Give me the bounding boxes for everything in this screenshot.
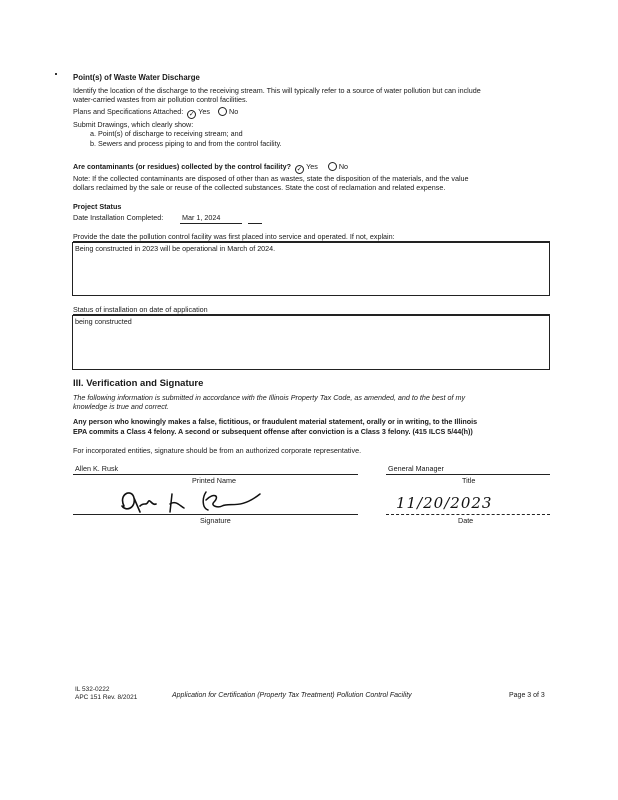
contaminants-yes-radio[interactable]: ✓ xyxy=(296,166,303,173)
printed-name-line xyxy=(73,474,358,475)
form-id-2: APC 151 Rev. 8/2021 xyxy=(75,694,138,701)
contaminants-row xyxy=(73,162,348,174)
verification-italic-line2: knowledge is true and correct. xyxy=(73,402,169,411)
corporate-note: For incorporated entities, signature should be from an authorized corporate representative. xyxy=(73,446,362,455)
title-label: Title xyxy=(462,476,476,485)
form-id-1: IL 532-0222 xyxy=(75,686,110,693)
drawings-label: Submit Drawings, which clearly show: xyxy=(73,120,194,129)
plans-label: Plans and Specifications Attached: xyxy=(73,107,184,116)
contaminants-note-line1: Note: If the collected contaminants are disposed of other than as wastes, state the disposition of the materials, and the value xyxy=(73,174,469,183)
warning-line2: EPA commits a Class 4 felony. A second or subsequent offense after conviction is a Class 3 felony. (415 ILCS 5/44(h)) xyxy=(73,427,473,436)
status-label: Status of installation on date of application xyxy=(73,305,208,314)
verification-italic-line1: The following information is submitted in accordance with the Illinois Property Tax Code, as amended, and to the best of my xyxy=(73,393,466,402)
drawing-item-b: b. Sewers and process piping to and from the control facility. xyxy=(90,139,282,148)
discharge-intro-line2: water-carried wastes from air pollution control facilities. xyxy=(73,95,248,104)
date-completed-value[interactable]: Mar 1, 2024 xyxy=(182,213,221,222)
warning-line1: Any person who knowingly makes a false, fictitious, or fraudulent material statement, orally or in writing, to the Illinois xyxy=(73,417,478,426)
signature-line xyxy=(73,514,358,515)
form-title: Application for Certification (Property Tax Treatment) Pollution Control Facility xyxy=(172,692,412,699)
drawing-item-a: a. Point(s) of discharge to receiving stream; and xyxy=(90,129,243,138)
contaminants-question: Are contaminants (or residues) collected by the control facility? xyxy=(73,162,292,171)
project-status-heading: Project Status xyxy=(73,202,122,211)
date-completed-underline-2 xyxy=(248,223,262,224)
contaminants-no-radio[interactable] xyxy=(328,162,337,171)
printed-name-value[interactable]: Allen K. Rusk xyxy=(75,464,119,473)
status-textarea[interactable] xyxy=(72,315,550,370)
provide-date-label: Provide the date the pollution control facility was first placed into service and operated. If not, explain: xyxy=(73,232,395,241)
plans-yes-radio[interactable]: ✓ xyxy=(188,111,195,118)
signature-label: Signature xyxy=(200,516,231,525)
contaminants-no-label: No xyxy=(338,162,349,171)
contaminants-note-line2: dollars reclaimed by the sale or reuse of the collected substances. State the cost of reclamation and related expense. xyxy=(73,183,446,192)
discharge-intro-line1: Identify the location of the discharge to the receiving stream. This will typically refer to a source of water pollution but can include xyxy=(73,86,481,95)
plans-yes-label: Yes xyxy=(198,107,211,116)
printed-name-label: Printed Name xyxy=(192,476,236,485)
date-completed-label: Date Installation Completed: xyxy=(73,213,164,222)
provide-date-textarea[interactable] xyxy=(72,242,550,296)
date-completed-underline xyxy=(180,223,242,224)
plans-row xyxy=(73,107,238,119)
plans-no-radio[interactable] xyxy=(218,107,227,116)
signature-date-value[interactable]: 11/20/2023 xyxy=(396,494,493,512)
contaminants-yes-label: Yes xyxy=(306,162,318,171)
discharge-heading: Point(s) of Waste Water Discharge xyxy=(73,73,200,82)
scan-mark xyxy=(55,73,57,75)
provide-date-value: Being constructed in 2023 will be operational in March of 2024. xyxy=(75,244,276,253)
page-number: Page 3 of 3 xyxy=(509,692,545,699)
title-value[interactable]: General Manager xyxy=(388,464,444,473)
plans-no-label: No xyxy=(229,107,239,116)
verification-heading: III. Verification and Signature xyxy=(73,378,204,389)
title-line xyxy=(386,474,550,475)
date-line xyxy=(386,514,550,515)
status-value: being constructed xyxy=(75,317,132,326)
date-label: Date xyxy=(458,516,474,525)
